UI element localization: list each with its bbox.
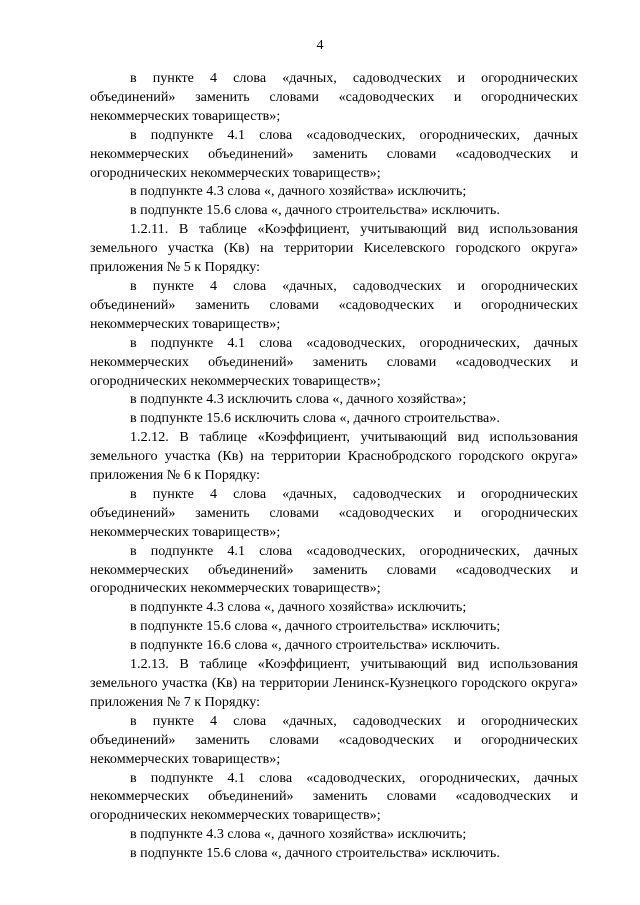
paragraph: в подпункте 15.6 слова «, дачного строительства» исключить. — [130, 202, 500, 219]
document-body — [90, 69, 578, 863]
section-heading-1-2-13: 1.2.13. В таблице «Коэффициент, учитывающий вид использования земельного участка (Кв) на территории Ленинск-Кузнецкого городского округа» приложения № 7 к Порядку: — [90, 656, 578, 710]
paragraph: в пункте 4 слова «дачных, садоводческих и огороднических объединений» заменить словами «садоводческих и огороднических некоммерческих товариществ»; — [90, 712, 578, 767]
paragraph: в подпункте 15.6 слова «, дачного строительства» исключить; — [130, 618, 501, 635]
paragraph: в подпункте 4.3 слова «, дачного хозяйства» исключить; — [130, 183, 467, 200]
section-heading-1-2-12: 1.2.12. В таблице «Коэффициент, учитывающий вид использования земельного участка (Кв) на территории Краснобродского городского округа» приложения № 6 к Порядку: — [90, 429, 578, 484]
section-heading-1-2-11: 1.2.11. В таблице «Коэффициент, учитывающий вид использования земельного участка (Кв) на территории Киселевского городского округа» приложения № 5 к Порядку: — [90, 221, 578, 276]
paragraph: в подпункте 4.1 слова «садоводческих, огороднических, дачных некоммерческих объединений» заменить словами «садоводческих и огороднических некоммерческих товариществ»; — [90, 126, 578, 181]
paragraph: в подпункте 4.1 слова «садоводческих, огороднических, дачных некоммерческих объединений» заменить словами «садоводческих и огороднических некоммерческих товариществ»; — [90, 769, 578, 824]
paragraph: в подпункте 4.3 исключить слова «, дачного хозяйства»; — [130, 391, 467, 408]
paragraph: в подпункте 4.1 слова «садоводческих, огороднических, дачных некоммерческих объединений» заменить словами «садоводческих и огороднических некоммерческих товариществ»; — [90, 334, 578, 389]
paragraph: в пункте 4 слова «дачных, садоводческих и огороднических объединений» заменить словами «садоводческих и огороднических некоммерческих товариществ»; — [90, 277, 578, 332]
paragraph: в подпункте 16.6 слова «, дачного строительства» исключить. — [130, 637, 500, 654]
paragraph: в пункте 4 слова «дачных, садоводческих и огороднических объединений» заменить словами «садоводческих и огороднических некоммерческих товариществ»; — [90, 485, 578, 540]
paragraph: в подпункте 15.6 исключить слова «, дачного строительства». — [130, 410, 500, 427]
paragraph: в подпункте 15.6 слова «, дачного строительства» исключить. — [130, 845, 500, 862]
paragraph: в пункте 4 слова «дачных, садоводческих и огороднических объединений» заменить словами «садоводческих и огороднических некоммерческих товариществ»; — [90, 70, 578, 124]
paragraph: в подпункте 4.3 слова «, дачного хозяйства» исключить; — [130, 826, 467, 843]
paragraph: в подпункте 4.1 слова «садоводческих, огороднических, дачных некоммерческих объединений» заменить словами «садоводческих и огороднических некоммерческих товариществ»; — [90, 542, 578, 597]
paragraph: в подпункте 4.3 слова «, дачного хозяйства» исключить; — [130, 599, 467, 616]
page-number: 4 — [316, 38, 324, 53]
